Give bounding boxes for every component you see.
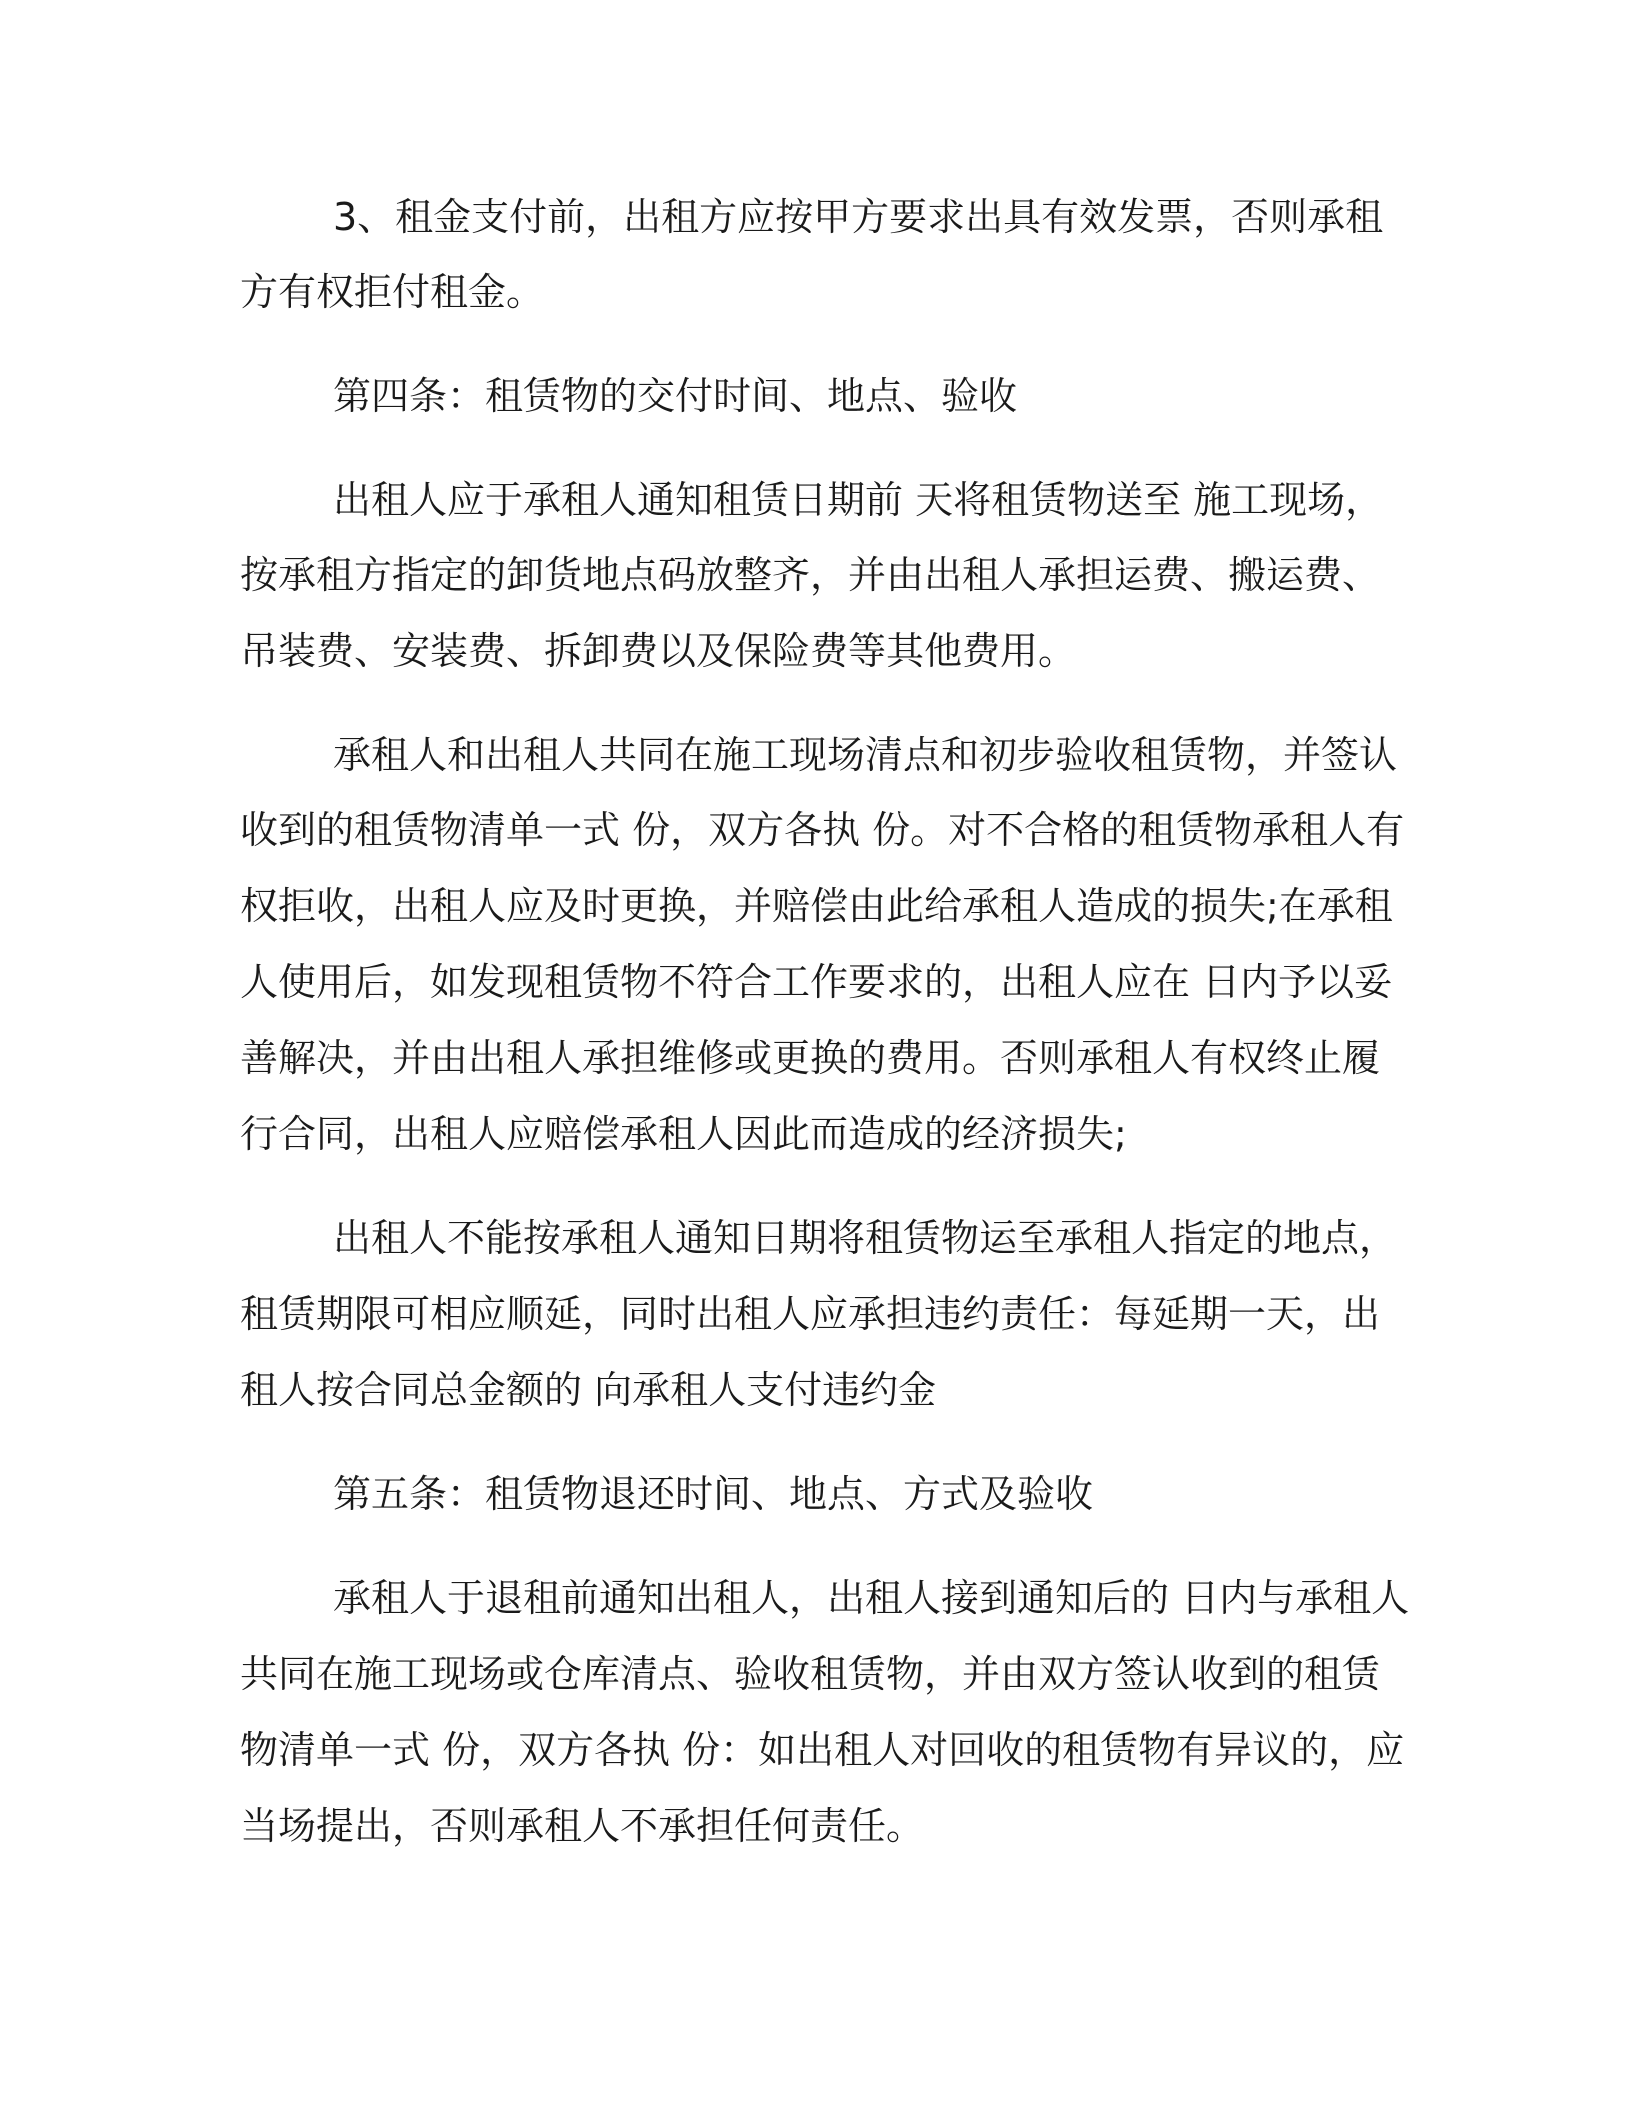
- paragraph-7-line-2: 共同在施工现场或仓库清点、验收租赁物，并由双方签认收到的租赁: [240, 1652, 1381, 1696]
- paragraph-3-line-1: 出租人应于承租人通知租赁日期前 天将租赁物送至 施工现场，: [333, 478, 1384, 522]
- paragraph-1-line-1: 3、租金支付前，出租方应按甲方要求出具有效发票，否则承租: [333, 195, 1384, 239]
- paragraph-4-line-2: 收到的租赁物清单一式 份，双方各执 份。对不合格的租赁物承租人有: [240, 808, 1405, 852]
- paragraph-5-line-1: 出租人不能按承租人通知日期将租赁物运至承租人指定的地点，: [333, 1216, 1398, 1260]
- paragraph-7-line-3: 物清单一式 份，双方各执 份：如出租人对回收的租赁物有异议的，应: [240, 1728, 1405, 1772]
- article-4-heading: 第四条：租赁物的交付时间、地点、验收: [333, 374, 1018, 418]
- article-5-heading: 第五条：租赁物退还时间、地点、方式及验收: [333, 1472, 1094, 1516]
- paragraph-4-line-5: 善解决，并由出租人承担维修或更换的费用。否则承租人有权终止履: [240, 1036, 1381, 1080]
- paragraph-5-line-2: 租赁期限可相应顺延，同时出租人应承担违约责任：每延期一天，出: [240, 1292, 1381, 1336]
- paragraph-4-line-4: 人使用后，如发现租赁物不符合工作要求的，出租人应在 日内予以妥: [240, 960, 1393, 1004]
- paragraph-4-line-3: 权拒收，出租人应及时更换，并赔偿由此给承租人造成的损失;在承租: [240, 884, 1393, 928]
- paragraph-5-line-3: 租人按合同总金额的 向承租人支付违约金: [240, 1368, 937, 1412]
- paragraph-3-line-3: 吊装费、安装费、拆卸费以及保险费等其他费用。: [240, 629, 1077, 673]
- paragraph-1-line-2: 方有权拒付租金。: [240, 270, 545, 314]
- paragraph-7-line-1: 承租人于退租前通知出租人，出租人接到通知后的 日内与承租人: [333, 1576, 1410, 1620]
- paragraph-4-line-6: 行合同，出租人应赔偿承租人因此而造成的经济损失;: [240, 1112, 1127, 1156]
- paragraph-4-line-1: 承租人和出租人共同在施工现场清点和初步验收租赁物，并签认: [333, 733, 1398, 777]
- paragraph-3-line-2: 按承租方指定的卸货地点码放整齐，并由出租人承担运费、搬运费、: [240, 553, 1381, 597]
- paragraph-7-line-4: 当场提出，否则承租人不承担任何责任。: [240, 1804, 925, 1848]
